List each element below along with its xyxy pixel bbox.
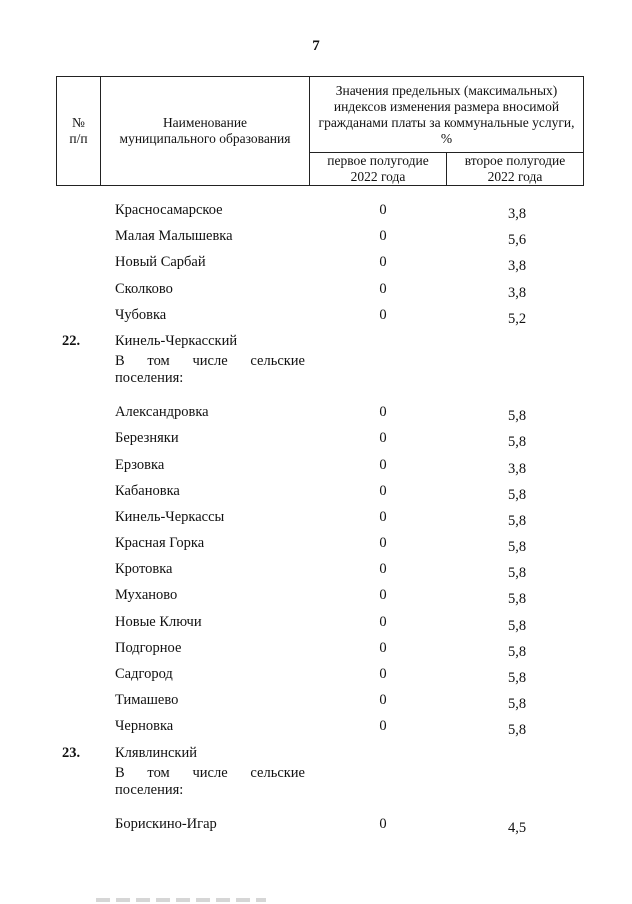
table-row — [56, 637, 584, 663]
scan-artifact — [96, 898, 266, 902]
second-half-value: 5,8 — [508, 434, 527, 451]
first-half-value: 0 — [379, 692, 387, 709]
table-row — [56, 689, 584, 715]
table-row — [56, 454, 584, 480]
municipality-name: Чубовка — [115, 306, 167, 323]
row-number: 22. — [62, 332, 81, 349]
second-half-value: 5,8 — [508, 408, 527, 425]
second-half-value: 5,8 — [508, 565, 527, 582]
municipality-name: Тимашево — [115, 692, 179, 709]
first-half-value: 0 — [379, 561, 387, 578]
header-group-cell — [310, 77, 584, 153]
second-half-value: 5,8 — [508, 696, 527, 713]
first-half-value: 0 — [379, 535, 387, 552]
page-number: 7 — [312, 38, 320, 54]
municipality-name: Красная Горка — [115, 535, 205, 552]
table-body — [56, 199, 584, 839]
first-half-value: 0 — [379, 280, 387, 297]
municipality-name: Новый Сарбай — [115, 254, 206, 271]
second-half-value: 5,8 — [508, 670, 527, 686]
subsection-caption — [56, 353, 584, 401]
second-half-value: 5,8 — [508, 591, 527, 608]
municipality-name: Кротовка — [115, 561, 173, 578]
first-half-value: 0 — [379, 228, 387, 245]
row-number: 23. — [62, 744, 81, 761]
municipality-name: Садгород — [115, 666, 173, 682]
table-row — [56, 304, 584, 330]
first-half-value: 0 — [379, 639, 387, 656]
first-half-value: 0 — [379, 815, 387, 832]
municipality-name: Новые Ключи — [115, 613, 202, 630]
subsection-caption — [56, 764, 584, 813]
table-row — [56, 813, 584, 839]
municipality-name: Подгорное — [115, 639, 182, 656]
municipality-name: Красносамарское — [115, 202, 223, 218]
second-half-value: 5,8 — [508, 643, 527, 660]
table-row — [56, 401, 584, 427]
table-row — [56, 715, 584, 741]
table-row — [56, 532, 584, 558]
municipality-name: Александровка — [115, 404, 209, 421]
table-row — [56, 558, 584, 584]
first-half-value: 0 — [379, 587, 387, 604]
header-col1-cell — [310, 153, 447, 186]
municipality-name: Кинель-Черкассы — [115, 508, 225, 525]
table-row — [56, 506, 584, 532]
second-half-value: 5,8 — [508, 617, 527, 634]
table-row — [56, 199, 584, 225]
municipality-name: Кинель-Черкасский — [115, 332, 238, 349]
first-half-value: 0 — [379, 430, 387, 447]
header-col2-cell — [447, 153, 584, 186]
municipality-name: Сколково — [115, 280, 173, 297]
municipality-name: Муханово — [115, 587, 178, 604]
municipality-name: Кабановка — [115, 482, 180, 499]
second-half-value: 5,8 — [508, 722, 527, 739]
subsection-caption-text: В том числе сельские поселения: — [115, 353, 305, 387]
header-col1-label: первое полугодие 2022 года — [327, 153, 429, 184]
first-half-value: 0 — [379, 718, 387, 735]
table-row — [56, 584, 584, 610]
first-half-value: 0 — [379, 666, 387, 682]
second-half-value: 3,8 — [508, 460, 527, 477]
table-row — [56, 611, 584, 637]
second-half-value: 5,6 — [508, 232, 527, 249]
municipality-name: Малая Малышевка — [115, 228, 233, 245]
first-half-value: 0 — [379, 482, 387, 499]
table-row — [56, 251, 584, 277]
table-row — [56, 278, 584, 304]
first-half-value: 0 — [379, 613, 387, 630]
first-half-value: 0 — [379, 202, 387, 218]
first-half-value: 0 — [379, 456, 387, 473]
second-half-value: 4,5 — [508, 819, 527, 836]
second-half-value: 3,8 — [508, 206, 527, 222]
subsection-caption-text: В том числе сельские поселения: — [115, 764, 305, 798]
table-row — [56, 225, 584, 251]
table-header — [56, 76, 584, 186]
header-num-label: № п/п — [69, 115, 88, 146]
header-name-cell — [101, 77, 310, 186]
municipality-name: Черновка — [115, 718, 174, 735]
first-half-value: 0 — [379, 306, 387, 323]
municipality-name: Ерзовка — [115, 456, 165, 473]
second-half-value: 5,8 — [508, 512, 527, 529]
municipality-name: Борискино-Игар — [115, 815, 217, 832]
table-row — [56, 480, 584, 506]
second-half-value: 5,2 — [508, 310, 527, 327]
municipality-name: Клявлинский — [115, 744, 197, 761]
first-half-value: 0 — [379, 508, 387, 525]
second-half-value: 3,8 — [508, 258, 527, 275]
second-half-value: 3,8 — [508, 284, 527, 301]
second-half-value: 5,8 — [508, 539, 527, 556]
header-name-label: Наименование муниципального образования — [119, 115, 291, 146]
municipality-name: Березняки — [115, 430, 179, 447]
table-row — [56, 427, 584, 453]
header-group-label: Значения предельных (максимальных) индексов изменения размера вносимой гражданами платы за коммунальные услуги, % — [318, 82, 575, 146]
table-row — [56, 663, 584, 689]
header-col2-label: второе полугодие 2022 года — [464, 153, 566, 184]
first-half-value: 0 — [379, 404, 387, 421]
second-half-value: 5,8 — [508, 486, 527, 503]
first-half-value: 0 — [379, 254, 387, 271]
header-num-cell — [57, 77, 101, 186]
